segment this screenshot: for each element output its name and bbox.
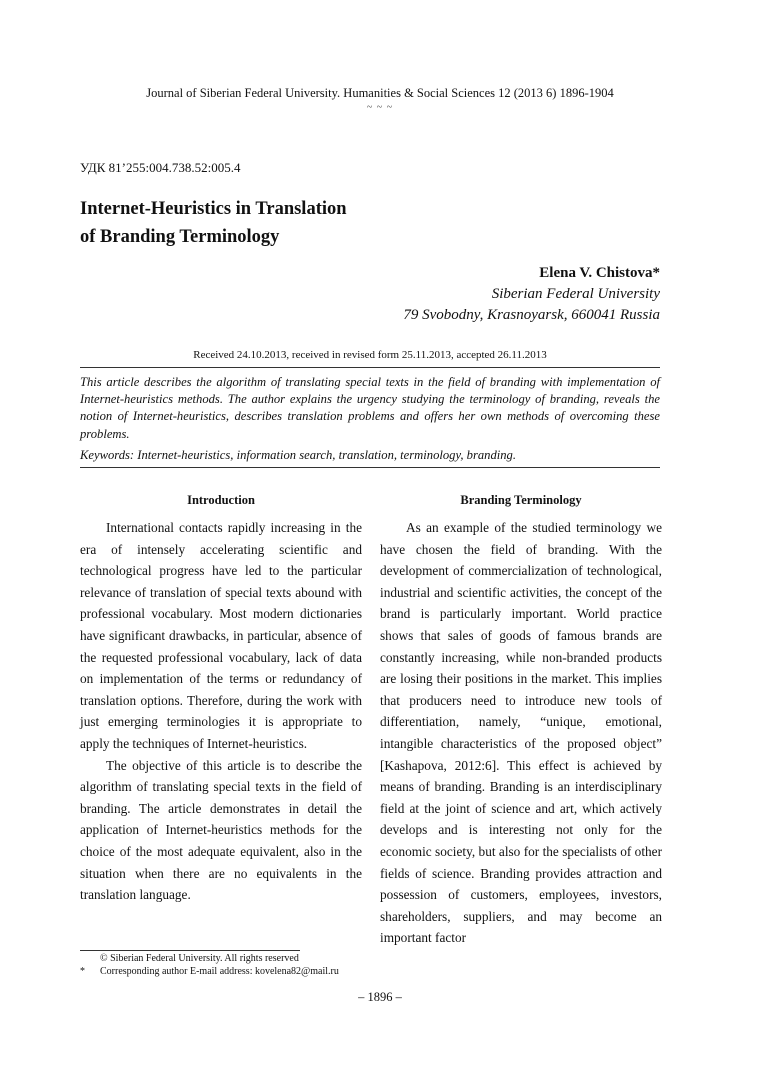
author-name: Elena V. Chistova* [539, 265, 660, 281]
udc-code: УДК 81’255:004.738.52:005.4 [80, 160, 241, 175]
copyright-text: © Siberian Federal University. All rights reserved [100, 953, 299, 964]
footnote-copyright [80, 953, 299, 964]
received-dates: Received 24.10.2013, received in revised form 25.11.2013, accepted 26.11.2013 [193, 349, 547, 361]
author-affiliation: Siberian Federal University [491, 286, 660, 302]
title-line-2: of Branding Terminology [80, 227, 280, 247]
author-address: 79 Svobodny, Krasnoyarsk, 660041 Russia [403, 307, 660, 323]
article-title [80, 195, 500, 251]
paragraph: As an example of the studied terminology we have chosen the field of branding. With the development of commercialization of technological, industrial and scientific activities, the concept of the brand is particularly important. World practice shows that sales of goods of famous brands are constantly increasing, while non-branded products are losing their positions in the market. This implies that producers need to introduce new tools of differentiation, namely, “unique, emotional, intangible characteristics of the proposed object” [Kashapova, 2012:6]. This effect is achieved by means of branding. Branding is an interdisciplinary field at the joint of science and art, which actively develops and is interesting not only for the economic society, but also for the specialists of other fields of science. Branding provides attraction and possession of customers, employees, investors, shareholders, suppliers, and may become an important factor [380, 520, 662, 946]
header-separator: ~ ~ ~ [366, 102, 394, 113]
title-line-1: Internet-Heuristics in Translation [80, 199, 347, 219]
footnote-mark: * [80, 966, 85, 977]
corresponding-text: Corresponding author E-mail address: kovelena82@mail.ru [100, 966, 339, 977]
paragraph: The objective of this article is to describe the algorithm of translating special texts in the field of branding. The article demonstrates in detail the application of Internet-heuristics methods for the choice of the most adequate equivalent, also in the situation when there are no equivalents in the translation language. [80, 757, 362, 903]
paragraph: International contacts rapidly increasing in the era of intensely accelerating scientific and technological progress have led to the particular relevance of translation of special texts abound with professional vocabulary. Most modern dictionaries have significant drawbacks, in particular, absence of the requested professional vocabulary, lack of data on implementation of the terms or redundancy of translation options. Therefore, during the work with just emerging terminologies it is appropriate to apply the techniques of Internet-heuristics. [80, 520, 362, 751]
footnote-rule [80, 950, 300, 951]
heading-branding-terminology: Branding Terminology [460, 493, 582, 507]
footnote-corresponding [80, 966, 339, 977]
page-number: – 1896 – [358, 990, 402, 1004]
journal-header: Journal of Siberian Federal University. Humanities & Social Sciences 12 (2013 6) 1896-1904 [146, 86, 614, 100]
abstract-top-rule [80, 367, 660, 368]
author-block [403, 263, 660, 326]
keywords: Keywords: Internet-heuristics, information search, translation, terminology, branding. [80, 448, 516, 462]
abstract-bottom-rule [80, 467, 660, 468]
heading-introduction: Introduction [187, 493, 255, 507]
abstract: This article describes the algorithm of translating special texts in the field of branding with implementation of Internet-heuristics methods. The author explains the urgency studying the terminology of branding, reveals the notion of Internet-heuristics, describes translation problems and offers her own methods of overcoming these problems. [80, 375, 660, 441]
right-column [380, 517, 662, 949]
left-column [80, 517, 362, 906]
